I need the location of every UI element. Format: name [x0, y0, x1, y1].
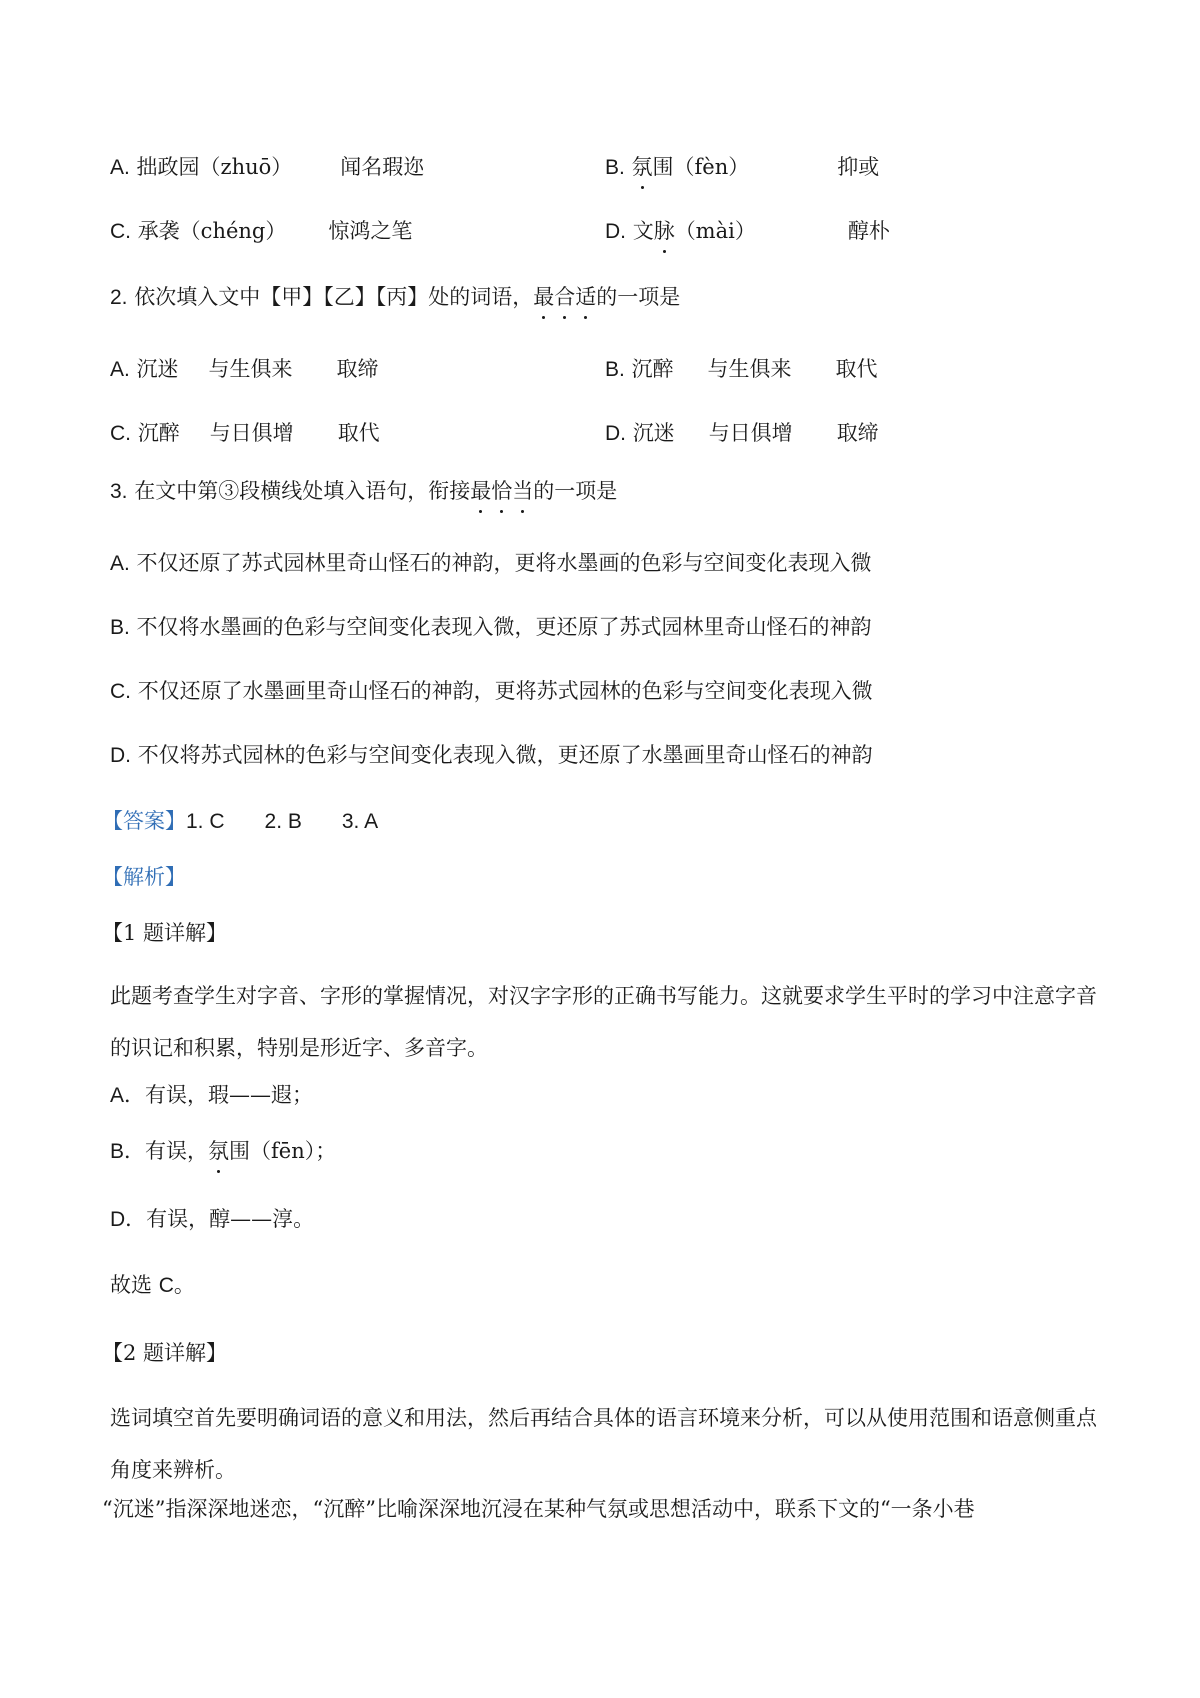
option-word2: 闻名瑕迩 — [340, 155, 425, 179]
option-text: 不仅还原了苏式园林里奇山怪石的神韵，更将水墨画的色彩与空间变化表现入微 — [136, 551, 872, 575]
option-word: 与生俱来 — [707, 357, 792, 381]
detail2-heading: 【2 题详解】 — [102, 1341, 228, 1365]
item-text: 有误，醇——淳。 — [146, 1207, 315, 1231]
item-text: 有误，瑕——遐； — [145, 1083, 314, 1107]
detail1-conclusion — [110, 1270, 195, 1301]
detail2-paragraph: 选词填空首先要明确词语的意义和用法，然后再结合具体的语言环境来分析，可以从使用范围和语意侧重点角度来辨析。 — [110, 1406, 1097, 1482]
detail1-item-b — [110, 1136, 336, 1167]
option-letter: D. — [605, 422, 626, 445]
option-word: 沉醉 — [137, 421, 180, 445]
item-letter: D． — [110, 1208, 147, 1231]
option-word: 沉迷 — [632, 421, 675, 445]
option-word: 拙政园（zhuō） — [136, 155, 293, 179]
detail1-heading: 【1 题详解】 — [102, 921, 228, 945]
dotted-char: 最 — [533, 282, 554, 312]
q2-option-a[interactable] — [110, 354, 379, 385]
item-letter: B． — [110, 1140, 146, 1163]
dotted-char: 脉 — [654, 216, 675, 246]
dotted-char: 当 — [512, 476, 533, 506]
option-letter: D. — [605, 220, 626, 243]
q3-option-a[interactable] — [110, 548, 872, 579]
conclusion-letter: C — [158, 1274, 174, 1297]
option-word: 围（fèn） — [652, 155, 750, 179]
option-letter: B. — [110, 616, 130, 639]
option-letter: A. — [110, 156, 130, 179]
dotted-char: 最 — [470, 476, 491, 506]
option-word-pre: 文 — [632, 219, 654, 243]
item-letter: A． — [110, 1084, 146, 1107]
option-letter: A. — [110, 358, 130, 381]
option-word: 取代 — [835, 357, 878, 381]
stem-text: 依次填入文中【甲】【乙】【丙】处的词语， — [134, 285, 534, 309]
option-word: 取缔 — [336, 357, 379, 381]
option-word2: 惊鸿之笔 — [328, 219, 413, 243]
option-word: 与生俱来 — [208, 357, 293, 381]
dotted-char: 氛 — [632, 152, 653, 182]
conclusion-text: 。 — [173, 1273, 195, 1297]
option-word: 取缔 — [836, 421, 879, 445]
question-number: 2. — [110, 286, 128, 309]
dotted-char: 合 — [554, 282, 575, 312]
question-number: 3. — [110, 480, 128, 503]
option-letter: B. — [605, 358, 625, 381]
option-word: 取代 — [337, 421, 380, 445]
conclusion-text: 故选 — [110, 1273, 159, 1297]
dotted-char: 恰 — [491, 476, 512, 506]
answer-1: 1. C — [186, 810, 225, 833]
option-word: 承袭（chéng） — [137, 219, 287, 243]
option-letter: D. — [110, 744, 131, 767]
answer-2: 2. B — [264, 810, 302, 833]
detail1-paragraph: 此题考查学生对字音、字形的掌握情况，对汉字字形的正确书写能力。这就要求学生平时的学习中注意字音的识记和积累，特别是形近字、多音字。 — [110, 984, 1097, 1060]
q2-option-b[interactable] — [605, 354, 878, 385]
q1-option-b[interactable] — [605, 152, 879, 183]
option-letter: C. — [110, 422, 131, 445]
q3-option-b[interactable] — [110, 612, 872, 643]
answer-line — [102, 806, 378, 837]
stem-text: 的一项是 — [596, 285, 681, 309]
option-word2: 抑或 — [837, 155, 880, 179]
q3-option-c[interactable] — [110, 676, 873, 707]
item-text: 围（fēn）； — [229, 1139, 337, 1163]
option-letter: C. — [110, 220, 131, 243]
option-word: 沉醉 — [631, 357, 674, 381]
q3-option-d[interactable] — [110, 740, 873, 771]
q2-option-c[interactable] — [110, 418, 380, 449]
q2-option-d[interactable] — [605, 418, 879, 449]
option-text: 不仅将水墨画的色彩与空间变化表现入微，更还原了苏式园林里奇山怪石的神韵 — [136, 615, 872, 639]
option-word2: 醇朴 — [847, 219, 890, 243]
answer-label: 【答案】 — [102, 809, 186, 833]
answer-3: 3. A — [341, 810, 379, 833]
q3-stem — [110, 476, 617, 507]
option-word: （mài） — [674, 219, 756, 243]
detail1-item-d — [110, 1204, 314, 1235]
item-text: 有误， — [145, 1139, 209, 1163]
analysis-label: 【解析】 — [102, 865, 186, 889]
option-word: 沉迷 — [136, 357, 179, 381]
option-word: 与日俱增 — [209, 421, 294, 445]
stem-text: 在文中第③段横线处填入语句，衔接 — [134, 479, 471, 503]
option-text: 不仅将苏式园林的色彩与空间变化表现入微，更还原了水墨画里奇山怪石的神韵 — [137, 743, 873, 767]
q1-option-c[interactable] — [110, 216, 412, 247]
stem-text: 的一项是 — [533, 479, 618, 503]
option-letter: A. — [110, 552, 130, 575]
option-letter: C. — [110, 680, 131, 703]
option-letter: B. — [605, 156, 625, 179]
q1-option-a[interactable] — [110, 152, 424, 183]
q2-stem — [110, 282, 680, 313]
detail2-last-line: “沉迷”指深深地迷恋，“沉醉”比喻深深地沉浸在某种气氛或思想活动中，联系下文的“一条小巷 — [102, 1497, 975, 1521]
option-text: 不仅还原了水墨画里奇山怪石的神韵，更将苏式园林的色彩与空间变化表现入微 — [137, 679, 873, 703]
q1-option-d[interactable] — [605, 216, 890, 247]
dotted-char: 氛 — [208, 1136, 229, 1166]
option-word: 与日俱增 — [708, 421, 793, 445]
detail1-item-a — [110, 1080, 313, 1111]
dotted-char: 适 — [575, 282, 596, 312]
